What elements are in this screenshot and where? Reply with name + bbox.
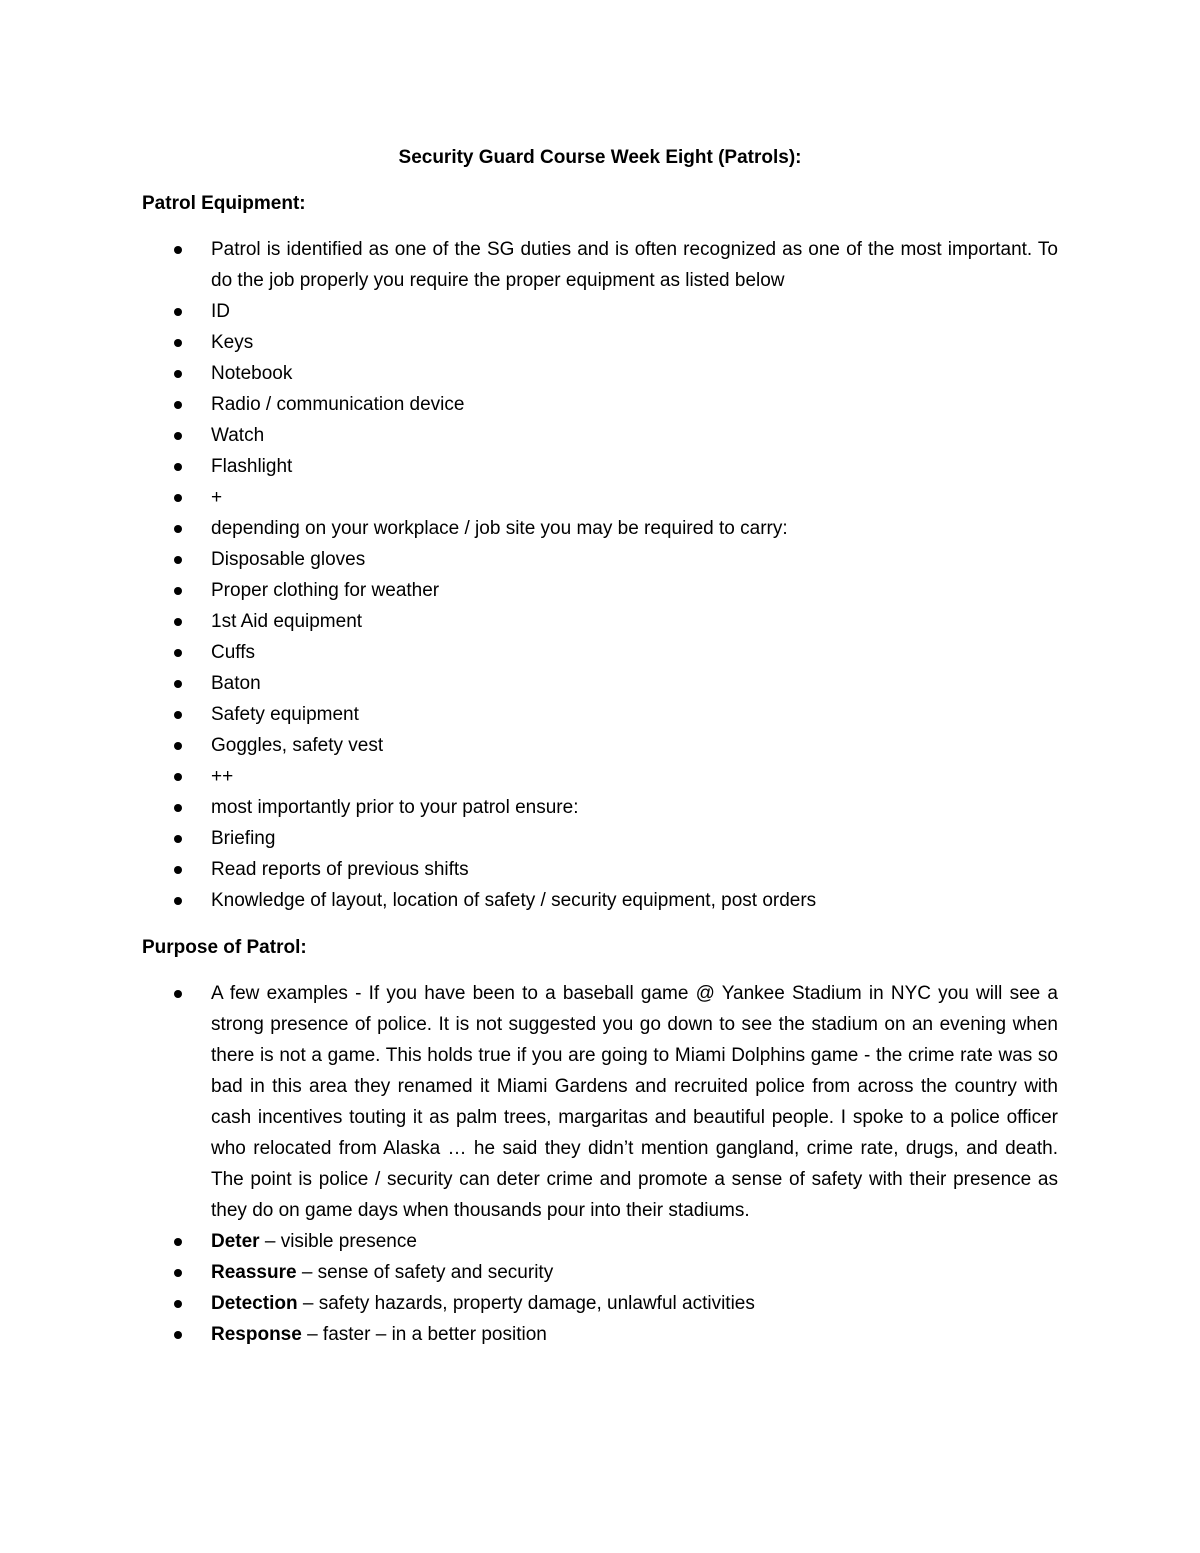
equipment-list: [142, 234, 1058, 916]
list-item: Notebook: [142, 358, 1058, 389]
term-label: Deter: [211, 1231, 260, 1252]
list-item: depending on your workplace / job site you may be required to carry:: [142, 513, 1058, 544]
list-item: Radio / communication device: [142, 389, 1058, 420]
list-item: Cuffs: [142, 637, 1058, 668]
bullet-icon: [174, 308, 182, 316]
term-label: Response: [211, 1324, 302, 1345]
list-item: Goggles, safety vest: [142, 730, 1058, 761]
term-description: – faster – in a better position: [301, 1324, 547, 1345]
list-item: Keys: [142, 327, 1058, 358]
bullet-icon: [174, 866, 182, 874]
term-label: Reassure: [211, 1262, 297, 1283]
bullet-icon: [174, 711, 182, 719]
term-description: – visible presence: [259, 1231, 417, 1252]
list-item: Flashlight: [142, 451, 1058, 482]
bullet-icon: [174, 1331, 182, 1339]
term-description: – sense of safety and security: [296, 1262, 554, 1283]
list-item: Read reports of previous shifts: [142, 854, 1058, 885]
list-item: Safety equipment: [142, 699, 1058, 730]
bullet-icon: [174, 1300, 182, 1308]
bullet-icon: [174, 773, 182, 781]
list-item: +: [142, 482, 1058, 513]
list-item: A few examples - If you have been to a baseball game @ Yankee Stadium in NYC you will see a strong presence of police. It is not suggested you go down to see the stadium on an evening when there is not a game. This holds true if you are going to Miami Dolphins game - the crime rate was so bad in this area they renamed it Miami Gardens and recruited police from across the country with cash incentives touting it as palm trees, margaritas and beautiful people. I spoke to a police officer who relocated from Alaska … he said they didn’t mention gangland, crime rate, drugs, and death. The point is police / security can deter crime and promote a sense of safety with their presence as they do on game days when thousands pour into their stadiums.: [142, 978, 1058, 1226]
bullet-icon: [174, 835, 182, 843]
list-item: Proper clothing for weather: [142, 575, 1058, 606]
bullet-icon: [174, 1269, 182, 1277]
list-item: Disposable gloves: [142, 544, 1058, 575]
bullet-icon: [174, 742, 182, 750]
bullet-icon: [174, 1238, 182, 1246]
list-item: Watch: [142, 420, 1058, 451]
bullet-icon: [174, 556, 182, 564]
list-item: [142, 1226, 1058, 1257]
bullet-icon: [174, 649, 182, 657]
term-label: Detection: [211, 1293, 298, 1314]
purpose-list: [142, 978, 1058, 1350]
bullet-icon: [174, 370, 182, 378]
bullet-icon: [174, 680, 182, 688]
bullet-icon: [174, 990, 182, 998]
bullet-icon: [174, 432, 182, 440]
list-item: most importantly prior to your patrol ensure:: [142, 792, 1058, 823]
bullet-icon: [174, 339, 182, 347]
list-item: 1st Aid equipment: [142, 606, 1058, 637]
list-item: Knowledge of layout, location of safety / security equipment, post orders: [142, 885, 1058, 916]
bullet-icon: [174, 401, 182, 409]
bullet-icon: [174, 618, 182, 626]
list-item: ++: [142, 761, 1058, 792]
bullet-icon: [174, 463, 182, 471]
bullet-icon: [174, 897, 182, 905]
list-item: [142, 1257, 1058, 1288]
list-item: ID: [142, 296, 1058, 327]
list-item: [142, 1288, 1058, 1319]
term-description: – safety hazards, property damage, unlawful activities: [297, 1293, 755, 1314]
page-title: Security Guard Course Week Eight (Patrols):: [398, 147, 802, 168]
list-item: Patrol is identified as one of the SG duties and is often recognized as one of the most important. To do the job properly you require the proper equipment as listed below: [142, 234, 1058, 296]
bullet-icon: [174, 804, 182, 812]
bullet-icon: [174, 525, 182, 533]
bullet-icon: [174, 494, 182, 502]
bullet-icon: [174, 246, 182, 254]
equipment-heading: Patrol Equipment:: [142, 193, 306, 214]
purpose-heading: Purpose of Patrol:: [142, 937, 307, 958]
list-item: Baton: [142, 668, 1058, 699]
list-item: [142, 1319, 1058, 1350]
bullet-icon: [174, 587, 182, 595]
list-item: Briefing: [142, 823, 1058, 854]
